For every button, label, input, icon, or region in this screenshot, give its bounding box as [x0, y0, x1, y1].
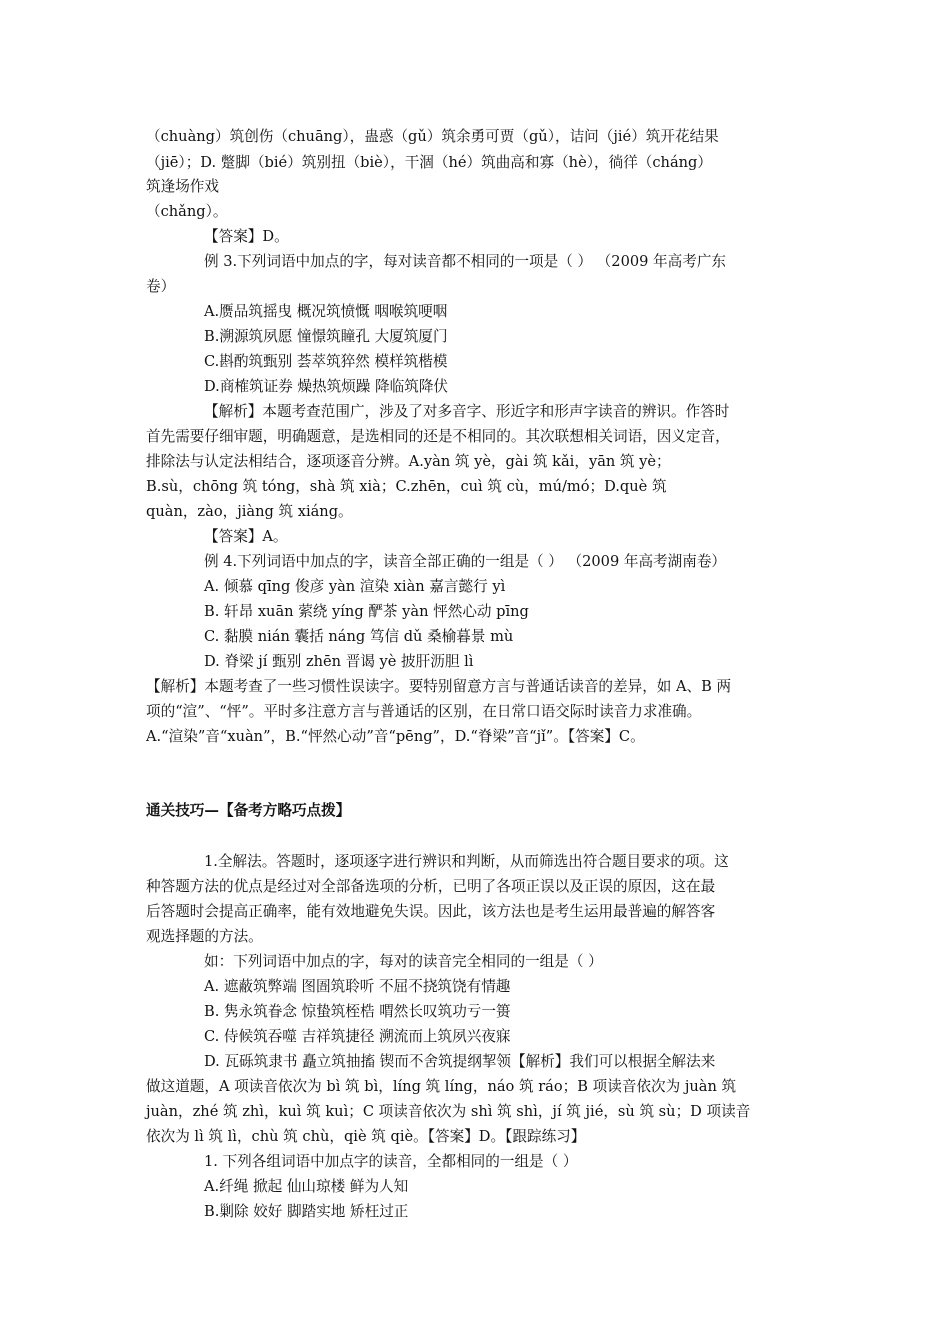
text-line: 项的“渲”、“怦”。平时多注意方言与普通话的区别，在日常口语交际时读音力求准确。	[146, 703, 702, 720]
question-line: 例 3.下列词语中加点的字，每对读音都不相同的一项是（ ） （2009 年高考广东	[204, 253, 727, 270]
question-line: 1. 下列各组词语中加点字的读音，全都相同的一组是（ ）	[204, 1153, 578, 1170]
option-b: B. 轩昂 xuān 萦绕 yíng 酽茶 yàn 怦然心动 pīng	[204, 603, 529, 620]
option-a: A.纤绳 掀起 仙山琼楼 鲜为人知	[204, 1178, 409, 1195]
text-line: 首先需要仔细审题，明确题意，是选相同的还是不相同的。其次联想相关词语，因义定音，	[146, 428, 730, 445]
answer-label: 【答案】D。	[204, 228, 289, 245]
option-a: A. 遮蔽筑弊端 图圄筑聆听 不屈不挠筑饶有情趣	[204, 978, 511, 995]
text-line: juàn，zhé 筑 zhì，kuì 筑 kuì；C 项读音依次为 shì 筑 shì，jí 筑 jié，sù 筑 sù；D 项读音	[146, 1103, 751, 1120]
text-line: A.“渲染”音“xuàn”，B.“怦然心动”音“pēng”，D.“脊梁”音“jǐ”。【答案】C。	[146, 728, 645, 745]
option-d: D.商榷筑证券 燥热筑烦躁 降临筑降伏	[204, 378, 449, 395]
option-d: D. 脊梁 jí 甄别 zhēn 晋谒 yè 披肝沥胆 lì	[204, 653, 474, 670]
section-heading: 通关技巧—【备考方略巧点拨】	[146, 802, 351, 819]
text-line: （chǎng）。	[146, 203, 228, 220]
option-c: C.斟酌筑甄别 荟萃筑猝然 模样筑楷模	[204, 353, 448, 370]
question-line: 例 4.下列词语中加点的字，读音全部正确的一组是（ ） （2009 年高考湖南卷）	[204, 553, 727, 570]
text-line: 依次为 lì 筑 lì，chù 筑 chù，qiè 筑 qiè。【答案】D。【跟踪练习】	[146, 1128, 586, 1145]
analysis-line: 【解析】本题考查范围广，涉及了对多音字、形近字和形声字读音的辨识。作答时	[204, 403, 730, 420]
text-line: 1.全解法。答题时，逐项逐字进行辨识和判断，从而筛选出符合题目要求的项。这	[204, 853, 729, 870]
text-line: 做这道题，A 项读音依次为 bì 筑 bì，líng 筑 líng，náo 筑 ráo；B 项读音依次为 juàn 筑	[146, 1078, 737, 1095]
text-line: 排除法与认定法相结合，逐项逐音分辨。A.yàn 筑 yè，gài 筑 kǎi，yān 筑 yè；	[146, 453, 671, 470]
option-c: C. 侍候筑吞噬 吉祥筑捷径 溯流而上筑夙兴夜寐	[204, 1028, 511, 1045]
option-a: A.赝品筑摇曳 概况筑愤慨 咽喉筑哽咽	[204, 303, 448, 320]
option-a: A. 倾慕 qīng 俊彦 yàn 渲染 xiàn 嘉言懿行 yì	[204, 578, 506, 595]
text-line: （jiē）；D. 蹩脚（bié）筑别扭（biè），干涸（hé）筑曲高和寡（hè），徜徉（cháng）	[146, 154, 712, 171]
text-line: 筑逢场作戏	[146, 178, 219, 195]
analysis-line: 【解析】本题考查了一些习惯性误读字。要特别留意方言与普通话读音的差异，如 A、B 两	[146, 678, 732, 695]
question-line: 如：下列词语中加点的字，每对的读音完全相同的一组是（ ）	[204, 953, 603, 970]
option-c: C. 黏膜 nián 囊括 náng 笃信 dǔ 桑榆暮景 mù	[204, 628, 514, 645]
text-line: （chuàng）筑创伤（chuāng），蛊惑（gǔ）筑余勇可贾（gǔ），诘问（jié）筑开花结果	[146, 128, 719, 145]
option-b: B.剿除 姣好 脚踏实地 矫枉过正	[204, 1203, 409, 1220]
option-d: D. 瓦砾筑隶书 矗立筑抽搐 锲而不舍筑提纲挈领【解析】我们可以根据全解法来	[204, 1053, 716, 1070]
text-line: 卷）	[146, 278, 176, 295]
option-b: B. 隽永筑眷念 惊蛰筑桎梏 喟然长叹筑功亏一篑	[204, 1003, 511, 1020]
text-line: B.sù，chōng 筑 tóng，shà 筑 xià；C.zhēn，cuì 筑 cù，mú/mó；D.què 筑	[146, 478, 667, 495]
option-b: B.溯源筑夙愿 憧憬筑瞳孔 大厦筑厦门	[204, 328, 448, 345]
answer-label: 【答案】A。	[204, 528, 288, 545]
text-line: 种答题方法的优点是经过对全部备选项的分析，已明了各项正误以及正误的原因，这在最	[146, 878, 716, 895]
text-line: 观选择题的方法。	[146, 928, 263, 945]
text-line: quàn，zào，jiàng 筑 xiáng。	[146, 503, 353, 520]
text-line: 后答题时会提高正确率，能有效地避免失误。因此，该方法也是考生运用最普遍的解答客	[146, 903, 716, 920]
